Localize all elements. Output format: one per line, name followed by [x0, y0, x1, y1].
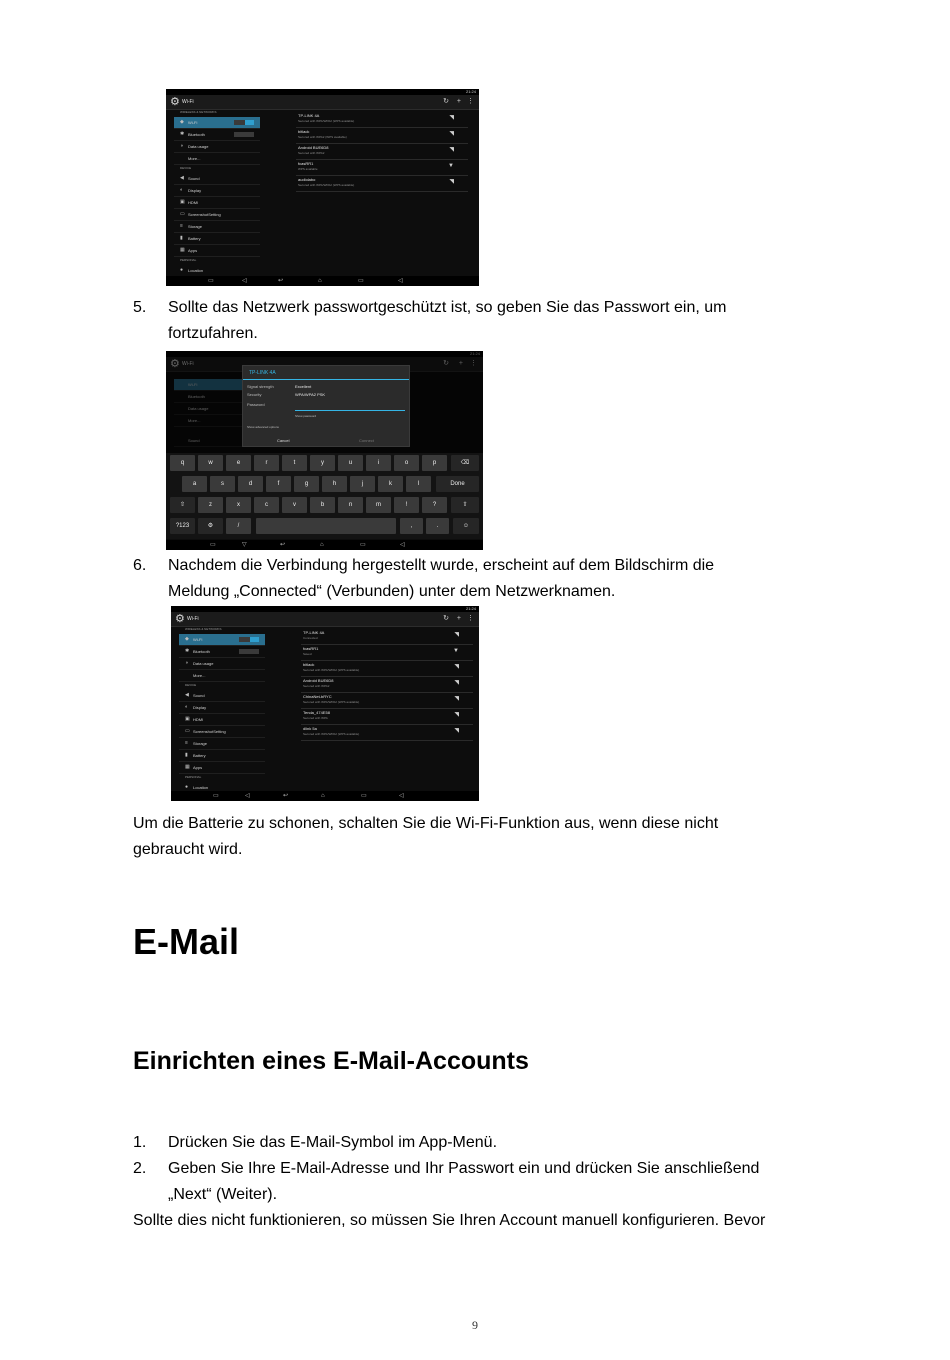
- sidebar-item-label: ScreenshotSetting: [193, 729, 226, 734]
- step-text: Geben Sie Ihre E-Mail-Adresse und Ihr Passwort ein und drücken Sie anschließend: [168, 1160, 760, 1177]
- password-label: Password: [247, 402, 265, 407]
- wifi-password-dialog: [242, 365, 410, 447]
- volume-down-icon[interactable]: ◁: [245, 793, 250, 799]
- network-status: Secured with WPA2: [298, 151, 325, 155]
- done-key[interactable]: Done: [436, 476, 479, 492]
- network-status: Secured with WPA/WPA2 (WPS available): [303, 668, 360, 672]
- network-name: Android BUE6D8: [298, 145, 329, 150]
- sidebar-item-battery[interactable]: [179, 750, 265, 762]
- shift-key-right[interactable]: ⇧: [451, 497, 479, 513]
- battery-icon: ▮: [180, 235, 183, 241]
- network-item[interactable]: [296, 127, 468, 144]
- step-text-continued: fortzufahren.: [168, 325, 258, 342]
- battery-note-continued: gebraucht wird.: [133, 841, 243, 858]
- sidebar-heading: PERSONAL: [185, 775, 202, 779]
- network-item[interactable]: [301, 644, 473, 661]
- add-network-icon[interactable]: +: [456, 98, 461, 105]
- sidebar-item-display[interactable]: [179, 702, 265, 714]
- sidebar-item-label: Apps: [193, 765, 203, 770]
- volume-up-icon[interactable]: ◁: [400, 542, 405, 548]
- wifi-signal-icon: ◥: [449, 131, 454, 137]
- keyboard-hide-icon[interactable]: ▽: [242, 542, 247, 548]
- key-s[interactable]: s: [210, 476, 235, 492]
- sidebar-item-label: Data usage: [193, 661, 214, 666]
- display-icon: ◐: [180, 187, 184, 193]
- back-icon[interactable]: ↩: [278, 278, 284, 284]
- location-icon: ●: [185, 784, 189, 790]
- key-h[interactable]: h: [322, 476, 347, 492]
- sidebar-item-bluetooth[interactable]: [174, 129, 260, 141]
- network-status: WPS available: [298, 167, 318, 171]
- step-text-continued: Meldung „Connected“ (Verbunden) unter dem Netzwerknamen.: [168, 583, 616, 600]
- wifi-signal-icon: ◥: [454, 696, 459, 702]
- overflow-menu-icon[interactable]: ⋮: [467, 615, 474, 622]
- sidebar-item-storage[interactable]: [174, 221, 260, 233]
- connect-button[interactable]: Connect: [359, 438, 374, 443]
- network-name: fcasRR1: [298, 161, 314, 166]
- network-name: bitlack: [298, 129, 310, 134]
- key-k[interactable]: k: [378, 476, 403, 492]
- sidebar-item-storage[interactable]: [179, 738, 265, 750]
- sidebar-item-more[interactable]: [179, 670, 265, 682]
- key-slash[interactable]: /: [226, 518, 251, 534]
- key-i[interactable]: i: [366, 455, 391, 471]
- sidebar-item-wifi[interactable]: [179, 634, 265, 646]
- sidebar-item-label: ScreenshotSetting: [188, 212, 221, 217]
- status-time: 21:24: [465, 606, 476, 611]
- wifi-settings-screenshot: [166, 89, 479, 286]
- sidebar-item-display[interactable]: [174, 185, 260, 197]
- screenshot-icon: ▭: [180, 211, 185, 217]
- screenshot-nav-icon[interactable]: ▭: [210, 542, 216, 548]
- key-u[interactable]: u: [338, 455, 363, 471]
- key-o[interactable]: o: [394, 455, 419, 471]
- key-f[interactable]: f: [266, 476, 291, 492]
- subsection-heading: Einrichten eines E-Mail-Accounts: [133, 1047, 529, 1075]
- network-item[interactable]: [301, 708, 473, 725]
- step-number: 5.: [133, 299, 147, 316]
- key-w[interactable]: w: [198, 455, 223, 471]
- bluetooth-icon: ✱: [185, 648, 190, 654]
- signal-label: Signal strength: [247, 384, 274, 389]
- network-item[interactable]: [296, 111, 468, 128]
- sidebar-heading: DEVICE: [180, 166, 192, 170]
- key-y[interactable]: y: [310, 455, 335, 471]
- security-label: Security: [247, 392, 262, 397]
- key-t[interactable]: t: [282, 455, 307, 471]
- network-status: Connected: [303, 636, 318, 640]
- status-time: 21:24: [465, 89, 476, 94]
- sidebar-item-label: Sound: [188, 176, 200, 181]
- network-name: TP-LINK 4A: [303, 630, 325, 635]
- screenshot-nav-icon[interactable]: ▭: [213, 793, 219, 799]
- bluetooth-icon: ✱: [180, 131, 185, 137]
- network-item[interactable]: [301, 724, 473, 741]
- network-status: Secured with WPA2 (WPS available): [298, 135, 347, 139]
- settings-gear-icon: ⚙: [175, 613, 185, 625]
- wifi-signal-icon: ◥: [454, 664, 459, 670]
- network-name: fcasRR1: [303, 646, 319, 651]
- hdmi-icon: ▣: [185, 716, 190, 722]
- network-status: Secured with WPA/WPA2 (WPS available): [303, 700, 360, 704]
- network-item[interactable]: [301, 676, 473, 693]
- volume-down-icon[interactable]: ◁: [242, 278, 247, 284]
- step-text: Drücken Sie das E-Mail-Symbol im App-Menü.: [168, 1134, 498, 1151]
- sidebar-item-screenshot[interactable]: [179, 726, 265, 738]
- key-v[interactable]: v: [282, 497, 307, 513]
- sidebar-item-label: Data usage: [188, 144, 209, 149]
- location-icon: ●: [180, 267, 184, 273]
- volume-up-icon[interactable]: ◁: [399, 793, 404, 799]
- sidebar-item-label: Storage: [188, 224, 203, 229]
- network-status: Secured with WPA2: [303, 684, 330, 688]
- step-text: Nachdem die Verbindung hergestellt wurde, erscheint auf dem Bildschirm die: [168, 557, 715, 574]
- key-l[interactable]: l: [406, 476, 431, 492]
- apps-icon: ▦: [185, 764, 190, 770]
- navigation-bar: [166, 276, 479, 286]
- network-name: ChinaNet-bRYC: [303, 694, 332, 699]
- wifi-signal-icon: ◥: [454, 680, 459, 686]
- network-name: audiolabo: [298, 177, 316, 182]
- apps-icon: ▦: [180, 247, 185, 253]
- network-item[interactable]: [296, 175, 468, 192]
- sound-icon: ◀: [185, 692, 189, 698]
- sidebar-item-label: Apps: [188, 248, 198, 253]
- show-password-checkbox[interactable]: Show password: [295, 414, 317, 418]
- sidebar-item-label: Wi-Fi: [188, 120, 198, 125]
- sidebar-item-bluetooth[interactable]: [179, 646, 265, 658]
- network-name: bitlack: [303, 662, 315, 667]
- back-icon[interactable]: ↩: [280, 542, 286, 548]
- key-question[interactable]: ?: [422, 497, 447, 513]
- sidebar-item-label: Location: [188, 268, 204, 273]
- signal-value: Excellent: [295, 384, 312, 389]
- sidebar-item-apps[interactable]: [174, 245, 260, 257]
- wps-icon[interactable]: ↻: [443, 98, 449, 105]
- sidebar-heading: DEVICE: [185, 683, 197, 687]
- key-exclamation[interactable]: !: [394, 497, 419, 513]
- shift-key[interactable]: ⇧: [170, 497, 195, 513]
- key-c[interactable]: c: [254, 497, 279, 513]
- network-item[interactable]: [296, 143, 468, 160]
- wifi-toggle[interactable]: [234, 120, 254, 125]
- settings-key[interactable]: ⚙: [198, 518, 223, 534]
- key-p[interactable]: p: [422, 455, 447, 471]
- wifi-signal-icon: ◥: [454, 728, 459, 734]
- sidebar-item-battery[interactable]: [174, 233, 260, 245]
- sidebar-item-label: Storage: [193, 741, 208, 746]
- action-bar-title: Wi-Fi: [182, 99, 194, 105]
- sidebar-heading: WIRELESS & NETWORKS: [185, 627, 222, 631]
- network-name: dlink 5a: [303, 726, 317, 731]
- sidebar-item-label: Sound: [193, 693, 205, 698]
- password-input[interactable]: [295, 410, 405, 411]
- wifi-signal-icon: ◥: [454, 712, 459, 718]
- wifi-signal-icon: ◥: [449, 147, 454, 153]
- sidebar-item-label: HDMI: [188, 200, 199, 205]
- security-value: WPA/WPA2 PSK: [295, 392, 326, 397]
- dialog-divider: [243, 379, 409, 380]
- key-d[interactable]: d: [238, 476, 263, 492]
- emoji-key[interactable]: ☺: [453, 518, 479, 534]
- step-text-continued: „Next“ (Weiter).: [168, 1186, 278, 1203]
- sidebar-item-label: HDMI: [193, 717, 204, 722]
- cancel-button[interactable]: Cancel: [277, 438, 290, 443]
- sidebar-item-hdmi[interactable]: [179, 714, 265, 726]
- body-paragraph: Sollte dies nicht funktionieren, so müssen Sie Ihren Account manuell konfigurieren. Bevor: [133, 1212, 766, 1229]
- bluetooth-toggle[interactable]: [239, 649, 259, 654]
- action-bar: [166, 95, 479, 110]
- network-item[interactable]: [301, 692, 473, 709]
- bluetooth-toggle[interactable]: [234, 132, 254, 137]
- on-screen-keyboard: [166, 453, 483, 539]
- sidebar-item-label: More...: [193, 673, 206, 678]
- screenshot-nav-icon[interactable]: ▭: [208, 278, 214, 284]
- sidebar-item-label: More...: [188, 156, 201, 161]
- navigation-bar: [166, 540, 483, 550]
- wifi-signal-icon: ◥: [454, 632, 459, 638]
- symbols-key[interactable]: ?123: [170, 518, 195, 534]
- key-m[interactable]: m: [366, 497, 391, 513]
- storage-icon: ≡: [185, 740, 188, 746]
- section-heading: E-Mail: [133, 921, 240, 962]
- sidebar-item-label: Location: [193, 785, 209, 790]
- network-item-connected[interactable]: [301, 628, 473, 645]
- volume-up-icon[interactable]: ◁: [398, 278, 403, 284]
- sidebar-item-sound[interactable]: [174, 173, 260, 185]
- sidebar-heading: WIRELESS & NETWORKS: [180, 110, 217, 114]
- wifi-connected-screenshot: [171, 606, 479, 801]
- recents-icon[interactable]: ▭: [358, 278, 364, 284]
- overflow-menu-icon[interactable]: ⋮: [467, 98, 474, 105]
- action-bar: [171, 612, 479, 627]
- wifi-icon: ◆: [180, 119, 184, 125]
- key-g[interactable]: g: [294, 476, 319, 492]
- home-icon[interactable]: ⌂: [321, 793, 325, 799]
- sidebar-item-hdmi[interactable]: [174, 197, 260, 209]
- home-icon[interactable]: ⌂: [320, 542, 324, 548]
- data-usage-icon: ◑: [180, 143, 184, 149]
- battery-icon: ▮: [185, 752, 188, 758]
- screenshot-icon: ▭: [185, 728, 190, 734]
- network-status: Saved: [303, 652, 312, 656]
- add-network-icon[interactable]: +: [456, 615, 461, 622]
- sidebar-item-sound[interactable]: [179, 690, 265, 702]
- sidebar-item-more[interactable]: [174, 153, 260, 165]
- sidebar-item-label: Display: [193, 705, 207, 710]
- network-status: Secured with WPA/WPA2 (WPS available): [298, 119, 355, 123]
- network-name: Android BUE6D8: [303, 678, 334, 683]
- backspace-key[interactable]: ⌫: [451, 455, 479, 471]
- storage-icon: ≡: [180, 223, 183, 229]
- sidebar-item-screenshot[interactable]: [174, 209, 260, 221]
- key-a[interactable]: a: [182, 476, 207, 492]
- wifi-signal-icon: ▼: [448, 163, 454, 169]
- wifi-signal-icon: ◥: [449, 179, 454, 185]
- key-comma[interactable]: ,: [400, 518, 423, 534]
- network-status: Secured with WPA/WPA2 (WPS available): [298, 183, 355, 187]
- network-name: Tenda_474E58: [303, 710, 330, 715]
- back-icon[interactable]: ↩: [283, 793, 289, 799]
- sidebar-item-label: Bluetooth: [193, 649, 210, 654]
- space-key[interactable]: [256, 518, 396, 534]
- battery-note: Um die Batterie zu schonen, schalten Sie die Wi-Fi-Funktion aus, wenn diese nicht: [133, 815, 719, 832]
- step-number: 1.: [133, 1134, 147, 1151]
- sidebar-item-label: Battery: [193, 753, 206, 758]
- wps-icon[interactable]: ↻: [443, 615, 449, 622]
- data-usage-icon: ◑: [185, 660, 189, 666]
- navigation-bar: [171, 791, 479, 801]
- sidebar-item-data-usage[interactable]: [174, 141, 260, 153]
- network-status: Secured with WPA/WPA2 (WPS available): [303, 732, 360, 736]
- key-b[interactable]: b: [310, 497, 335, 513]
- wifi-icon: ◆: [185, 636, 189, 642]
- recents-icon[interactable]: ▭: [360, 542, 366, 548]
- sidebar-item-wifi[interactable]: [174, 117, 260, 129]
- display-icon: ◐: [185, 704, 189, 710]
- step-number: 2.: [133, 1160, 147, 1177]
- key-q[interactable]: q: [170, 455, 195, 471]
- recents-icon[interactable]: ▭: [361, 793, 367, 799]
- wifi-signal-icon: ▼: [453, 648, 459, 654]
- sidebar-item-apps[interactable]: [179, 762, 265, 774]
- sidebar-item-label: Bluetooth: [188, 132, 205, 137]
- wifi-toggle[interactable]: [239, 637, 259, 642]
- sidebar-item-label: Wi-Fi: [193, 637, 203, 642]
- sidebar-item-label: Display: [188, 188, 202, 193]
- key-period[interactable]: .: [426, 518, 449, 534]
- page-number: 9: [472, 1318, 478, 1332]
- home-icon[interactable]: ⌂: [318, 278, 322, 284]
- step-number: 6.: [133, 557, 147, 574]
- network-name: TP-LINK 4A: [298, 113, 320, 118]
- advanced-options-checkbox[interactable]: Show advanced options: [247, 425, 279, 429]
- key-z[interactable]: z: [198, 497, 223, 513]
- dialog-title: TP-LINK 4A: [249, 370, 276, 376]
- network-item[interactable]: [296, 159, 468, 176]
- sidebar-item-data-usage[interactable]: [179, 658, 265, 670]
- network-status: Secured with WPA: [303, 716, 328, 720]
- key-n[interactable]: n: [338, 497, 363, 513]
- key-j[interactable]: j: [350, 476, 375, 492]
- wifi-password-screenshot: [166, 351, 483, 550]
- hdmi-icon: ▣: [180, 199, 185, 205]
- network-item[interactable]: [301, 660, 473, 677]
- key-x[interactable]: x: [226, 497, 251, 513]
- wifi-signal-icon: ◥: [449, 115, 454, 121]
- key-r[interactable]: r: [254, 455, 279, 471]
- sidebar-heading: PERSONAL: [180, 258, 197, 262]
- sound-icon: ◀: [180, 175, 184, 181]
- action-bar-title: Wi-Fi: [187, 616, 199, 622]
- key-e[interactable]: e: [226, 455, 251, 471]
- settings-gear-icon: ⚙: [170, 96, 180, 108]
- step-text: Sollte das Netzwerk passwortgeschützt ist, so geben Sie das Passwort ein, um: [168, 299, 727, 316]
- sidebar-item-label: Battery: [188, 236, 201, 241]
